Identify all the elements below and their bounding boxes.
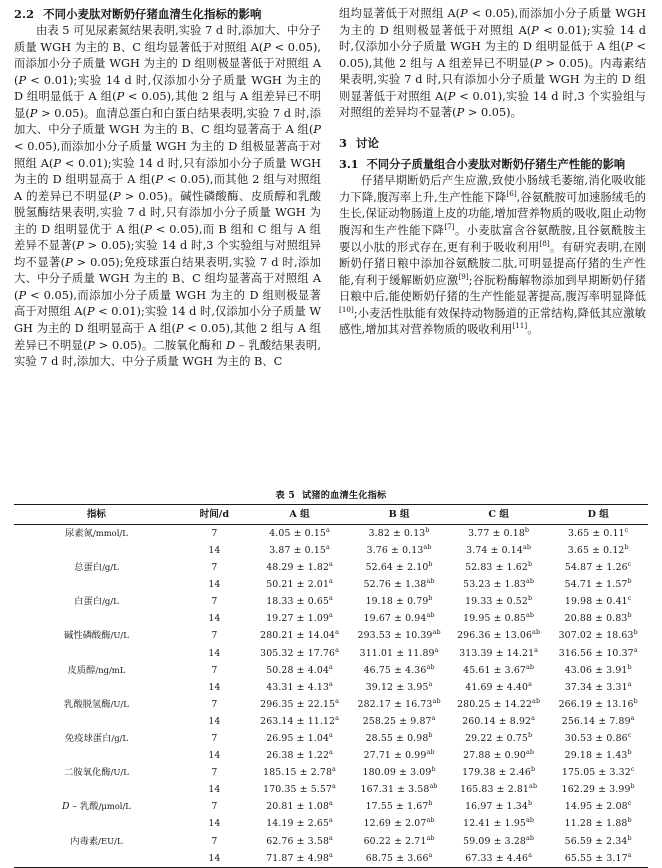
cell-time: 14 (208, 818, 221, 830)
cell-indicator (14, 610, 179, 627)
cell-group-d: 56.59 ± 2.34$^b$ (564, 833, 632, 847)
cell-group-b: 46.75 ± 4.36$^{ab}$ (363, 662, 435, 676)
cell-group-b: 68.75 ± 3.66$^a$ (365, 850, 433, 864)
section-heading-3-discussion (339, 135, 646, 151)
cell-time: 7 (211, 664, 218, 676)
table-row (14, 559, 648, 576)
cell-group-b: 293.53 ± 10.39$^{ab}$ (357, 628, 441, 642)
cell-time: 14 (208, 681, 221, 693)
cell-group-c: 280.25 ± 14.22$^{ab}$ (457, 696, 541, 710)
cell-time: 14 (208, 784, 221, 796)
cell-time: 14 (208, 647, 221, 659)
cell-group-c: 3.77 ± 0.18$^b$ (468, 525, 530, 539)
cell-indicator (14, 713, 179, 730)
cell-group-d: 54.71 ± 1.57$^b$ (564, 577, 632, 591)
table-row (14, 850, 648, 868)
cell-indicator (14, 542, 179, 559)
table-row (14, 799, 648, 816)
cell-group-b: 258.25 ± 9.87$^a$ (362, 713, 436, 727)
cell-group-c: 52.83 ± 1.62$^b$ (465, 559, 533, 574)
cell-group-d: 14.95 ± 2.08$^c$ (564, 799, 632, 813)
table-row (14, 576, 648, 593)
cell-group-d: 20.88 ± 0.83$^b$ (564, 611, 632, 625)
right-column (339, 6, 646, 486)
cell-group-b: 19.18 ± 0.79$^b$ (365, 594, 433, 608)
cell-group-b: 3.76 ± 0.13$^{ab}$ (366, 542, 432, 556)
cell-indicator (14, 645, 179, 662)
paragraph-serum-biochem-results: 由表 5 可见尿素氮结果表明,实验 7 d 时,添加大、中分子质量 WGH 为主的 B、C 组均显著低于对照组 A(P < 0.05),而添加小分子质量 WGH 为主的 D 组则极显著低于对照组 A(P < 0.01);实验 14 d 时,仅添加小分子质量 WGH 为主的 D 组明显低于 A 组(P < 0.05),其他 2 组与 A 组差异已不明显(P > 0.05)。血清总蛋白和白蛋白结果表明,实验 7 d 时,添加大、中分子质量 WGH 为主的 B、C 组均显著高于 A 组(P < 0.05),而添加小分子质量 WGH 为主的 D 组极显著高于对照组 A(P < 0.01);实验 14 d 时,只有添加小分子质量 WGH 为主的 D 组明显高于 A 组(P < 0.05),而其他 2 组与对照组 A 的差异已不明显(P > 0.05)。碱性磷酸酶、皮质醇和乳酸脱氢酶结果表明,实验 7 d 时,只有添加小分子质量 WGH 为主的 D 组明显优于 A 组(P < 0.05),而 B 组和 C 组与 A 组差异不显著(P > 0.05);实验 14 d 时,3 个实验组与对照组异均不显著(P > 0.05);免疫球蛋白结果表明,实验 7 d 时,添加大、中分子质量 WGH 为主的 B、C 组均显著高于对照组 A(P < 0.05),而添加小分子质量 WGH 为主的 D 组则极显著高于对照组 A(P < 0.01);实验 14 d 时,仅添加小分子质量 WGH 为主的 D 组明显高于 A 组(P < 0.05),其他 2 组与 A 组差异已不明显(P > 0.05)。二胺氧化酶和 D – 乳酸结果表明,实验 7 d 时,添加大、中分子质量 WGH 为主的 B、C (14, 24, 322, 369)
cell-indicator: 内毒素/EU/L (70, 835, 123, 847)
paragraph-serum-biochem-results-continued: 组均显著低于对照组 A(P < 0.05),而添加小分子质量 WGH 为主的 D 组则极显著低于对照组 A(P < 0.01);实验 14 d 时,仅添加小分子质量 WGH 为主的 D 组明显低于 A 组(P < 0.05),其他 2 组与 A 组差异已不明显(P > 0.05)。内毒素结果表明,实验 7 d 时,只有添加小分子质量 WGH 为主的 D 组则显著低于对照组 A(P < 0.01),实验 14 d 时,3 个实验组与对照组的差异均不显著(P > 0.05)。 (339, 7, 647, 120)
cell-group-d: 266.19 ± 13.16$^b$ (558, 696, 638, 710)
cell-group-c: 29.22 ± 0.75$^b$ (465, 730, 533, 745)
cell-time: 14 (208, 715, 221, 727)
cell-group-a: 3.87 ± 0.15$^a$ (269, 542, 330, 556)
cell-group-c: 19.33 ± 0.52$^b$ (465, 594, 533, 608)
col-header-group-c: C 组 (488, 508, 509, 520)
table-row (14, 679, 648, 696)
section-spacer (339, 122, 646, 135)
cell-group-a: 18.33 ± 0.65$^a$ (266, 594, 333, 608)
cell-group-b: 3.82 ± 0.13$^b$ (368, 525, 430, 539)
cell-group-c: 27.88 ± 0.90$^{ab}$ (463, 748, 535, 762)
serum-biochemical-indices-table (14, 504, 648, 868)
subsection-number: 3.1 (339, 157, 359, 172)
cell-time: 7 (211, 527, 218, 539)
cell-time: 7 (211, 835, 218, 847)
table-title: 试猪的血清生化指标 (301, 490, 387, 501)
two-column-body (14, 6, 648, 486)
cell-group-a: 14.19 ± 2.65$^a$ (266, 816, 333, 830)
cell-time: 7 (211, 698, 218, 710)
cell-time: 14 (208, 613, 221, 625)
col-header-indicator: 指标 (86, 508, 106, 520)
cell-group-a: 170.35 ± 5.57$^a$ (263, 782, 337, 796)
cell-group-b: 60.22 ± 2.71$^{ab}$ (363, 833, 435, 847)
cell-group-c: 67.33 ± 4.46$^a$ (465, 850, 533, 864)
cell-indicator: 白蛋白/g/L (74, 596, 119, 608)
table-row (14, 542, 648, 559)
cell-group-a: 280.21 ± 14.04$^a$ (260, 628, 340, 642)
cell-group-c: 3.74 ± 0.14$^{ab}$ (466, 542, 532, 556)
table-row (14, 645, 648, 662)
cell-group-b: 28.55 ± 0.98$^b$ (365, 730, 433, 745)
cell-time: 7 (211, 767, 218, 779)
table-row (14, 816, 648, 833)
section-heading-3-1 (339, 156, 646, 172)
cell-group-d: 316.56 ± 10.37$^a$ (558, 645, 638, 659)
cell-group-a: 26.95 ± 1.04$^a$ (266, 730, 333, 745)
cell-group-b: 180.09 ± 3.09$^b$ (362, 765, 436, 779)
cell-group-b: 52.64 ± 2.10$^b$ (365, 559, 433, 574)
cell-group-a: 26.38 ± 1.22$^a$ (266, 748, 333, 762)
cell-group-b: 17.55 ± 1.67$^b$ (365, 799, 433, 813)
table-5-container (14, 487, 648, 868)
cell-group-d: 37.34 ± 3.31$^a$ (564, 679, 632, 693)
cell-group-a: 296.35 ± 22.15$^a$ (260, 696, 340, 710)
discussion-number: 3 (339, 135, 348, 150)
cell-group-b: 167.31 ± 3.58$^{ab}$ (360, 782, 438, 796)
cell-group-c: 165.83 ± 2.81$^{ab}$ (460, 782, 538, 796)
cell-group-a: 71.87 ± 4.98$^a$ (266, 850, 333, 864)
cell-group-d: 3.65 ± 0.12$^b$ (567, 542, 629, 556)
cell-group-a: 185.15 ± 2.78$^a$ (263, 765, 337, 779)
cell-indicator (14, 747, 179, 764)
col-header-group-b: B 组 (388, 508, 410, 520)
col-header-time: 时间/d (199, 508, 230, 520)
cell-group-d: 3.65 ± 0.11$^c$ (567, 525, 629, 539)
table-row (14, 610, 648, 627)
cell-indicator (14, 816, 179, 833)
table-row (14, 593, 648, 610)
col-header-group-a: A 组 (289, 508, 310, 520)
cell-group-a: 305.32 ± 17.76$^a$ (260, 645, 340, 659)
cell-group-a: 20.81 ± 1.08$^a$ (266, 799, 333, 813)
section-number: 2.2 (14, 7, 35, 21)
cell-group-a: 50.21 ± 2.01$^a$ (266, 577, 333, 591)
section-heading-2-2 (14, 6, 321, 22)
cell-indicator (14, 850, 179, 868)
cell-group-c: 53.23 ± 1.83$^{ab}$ (463, 577, 535, 591)
cell-group-b: 311.01 ± 11.89$^a$ (359, 645, 439, 659)
table-row (14, 662, 648, 679)
cell-indicator: 碱性磷酸酶/U/L (64, 630, 129, 642)
table-header-row (14, 505, 648, 525)
table-row (14, 730, 648, 747)
table-number: 表 5 (275, 490, 295, 501)
col-header-group-d: D 组 (587, 508, 609, 520)
cell-group-d: 43.06 ± 3.91$^b$ (564, 662, 632, 676)
paragraph-discussion-growth-performance: 仔猪早期断奶后产生应激,致使小肠绒毛萎缩,消化吸收能力下降,腹泻率上升,生产性能下降[6],谷氨酰胺可加速肠绒毛的生长,保证动物肠道上皮的功能,增加营养物质的吸收,阻止动物腹泻和生产性能下降[7]。小麦肽富含谷氨酰胺,且谷氨酰胺主要以小肽的形式存在,更有利于吸收利用[8]。有研究表明,在刚断奶仔猪日粮中添加谷氨酰胺二肽,可明显提高仔猪的生产性能,有利于缓解断奶应激[9];谷朊粉酶解物添加到早期断奶仔猪日粮中后,能使断奶仔猪的生产性能显著提高,腹泻率明显降低[10];小麦活性肽能有效保持动物肠道的正常结构,降低其应激敏感性,增加其对营养物质的吸收利用[11]。 (339, 174, 647, 337)
cell-group-b: 39.12 ± 3.95$^a$ (365, 679, 433, 693)
cell-group-c: 313.39 ± 14.21$^a$ (459, 645, 539, 659)
table-caption (14, 487, 648, 501)
cell-time: 14 (208, 852, 221, 864)
table-row (14, 747, 648, 764)
table-row (14, 764, 648, 781)
cell-group-c: 16.97 ± 1.34$^b$ (465, 799, 533, 813)
cell-group-d: 11.28 ± 1.88$^b$ (564, 816, 632, 830)
cell-indicator: 皮质醇/ng/mL (67, 664, 126, 676)
cell-group-d: 307.02 ± 18.63$^b$ (558, 628, 638, 642)
cell-group-d: 30.53 ± 0.86$^c$ (564, 730, 632, 745)
cell-group-b: 52.76 ± 1.38$^{ab}$ (363, 577, 435, 591)
cell-group-c: 19.95 ± 0.85$^{ab}$ (463, 611, 535, 625)
cell-group-a: 4.05 ± 0.15$^a$ (269, 525, 330, 539)
cell-group-a: 263.14 ± 11.12$^a$ (260, 713, 340, 727)
cell-group-c: 179.38 ± 2.46$^b$ (462, 765, 536, 779)
cell-group-d: 19.98 ± 0.41$^c$ (564, 594, 632, 608)
cell-group-c: 296.36 ± 13.06$^{ab}$ (457, 628, 541, 642)
cell-group-d: 54.87 ± 1.26$^c$ (564, 559, 632, 574)
table-row (14, 833, 648, 850)
cell-group-d: 162.29 ± 3.99$^b$ (561, 782, 635, 796)
left-column (14, 6, 321, 486)
cell-group-c: 260.14 ± 8.92$^a$ (462, 713, 536, 727)
cell-indicator (14, 781, 179, 798)
discussion-title: 讨论 (356, 135, 380, 150)
cell-group-a: 19.27 ± 1.09$^a$ (266, 611, 333, 625)
cell-time: 14 (208, 750, 221, 762)
cell-group-a: 62.76 ± 3.58$^a$ (266, 833, 333, 847)
cell-time: 7 (211, 562, 218, 574)
cell-group-d: 175.05 ± 3.32$^c$ (561, 765, 635, 779)
cell-time: 7 (211, 733, 218, 745)
cell-indicator: 尿素氮/mmol/L (65, 527, 128, 539)
cell-group-a: 43.31 ± 4.13$^a$ (266, 679, 333, 693)
cell-indicator (14, 576, 179, 593)
cell-group-b: 282.17 ± 16.73$^{ab}$ (357, 696, 441, 710)
table-row (14, 628, 648, 645)
cell-group-a: 50.28 ± 4.04$^a$ (266, 662, 333, 676)
cell-group-b: 27.71 ± 0.99$^{ab}$ (363, 748, 435, 762)
table-row (14, 713, 648, 730)
cell-indicator: 免疫球蛋白/g/L (64, 733, 128, 745)
cell-time: 7 (211, 801, 218, 813)
cell-time: 7 (211, 630, 218, 642)
cell-group-c: 12.41 ± 1.95$^{ab}$ (463, 816, 535, 830)
cell-group-d: 65.55 ± 3.17$^a$ (564, 850, 632, 864)
cell-group-d: 29.18 ± 1.43$^b$ (564, 748, 632, 762)
cell-group-c: 59.09 ± 3.28$^{ab}$ (463, 833, 535, 847)
cell-group-c: 41.69 ± 4.40$^a$ (465, 679, 533, 693)
table-row (14, 781, 648, 798)
subsection-title: 不同分子质量组合小麦肽对断奶仔猪生产性能的影响 (366, 157, 626, 172)
cell-time: 7 (211, 596, 218, 608)
cell-indicator: 总蛋白/g/L (74, 562, 119, 574)
table-head (14, 505, 648, 525)
cell-group-a: 48.29 ± 1.82$^a$ (266, 559, 333, 574)
cell-group-c: 45.61 ± 3.67$^{ab}$ (463, 662, 535, 676)
cell-time: 14 (208, 579, 221, 591)
cell-indicator: D – 乳酸/μmol/L (61, 801, 131, 813)
cell-group-b: 19.67 ± 0.94$^{ab}$ (363, 611, 435, 625)
table-row (14, 696, 648, 713)
cell-group-d: 256.14 ± 7.89$^a$ (561, 713, 635, 727)
cell-indicator (14, 679, 179, 696)
cell-indicator: 二胺氧化酶/U/L (64, 767, 129, 779)
cell-time: 14 (208, 544, 221, 556)
cell-group-b: 12.69 ± 2.07$^{ab}$ (363, 816, 435, 830)
section-title: 不同小麦肽对断奶仔猪血清生化指标的影响 (43, 7, 262, 21)
table-row (14, 525, 648, 543)
cell-indicator: 乳酸脱氢酶/U/L (64, 698, 129, 710)
